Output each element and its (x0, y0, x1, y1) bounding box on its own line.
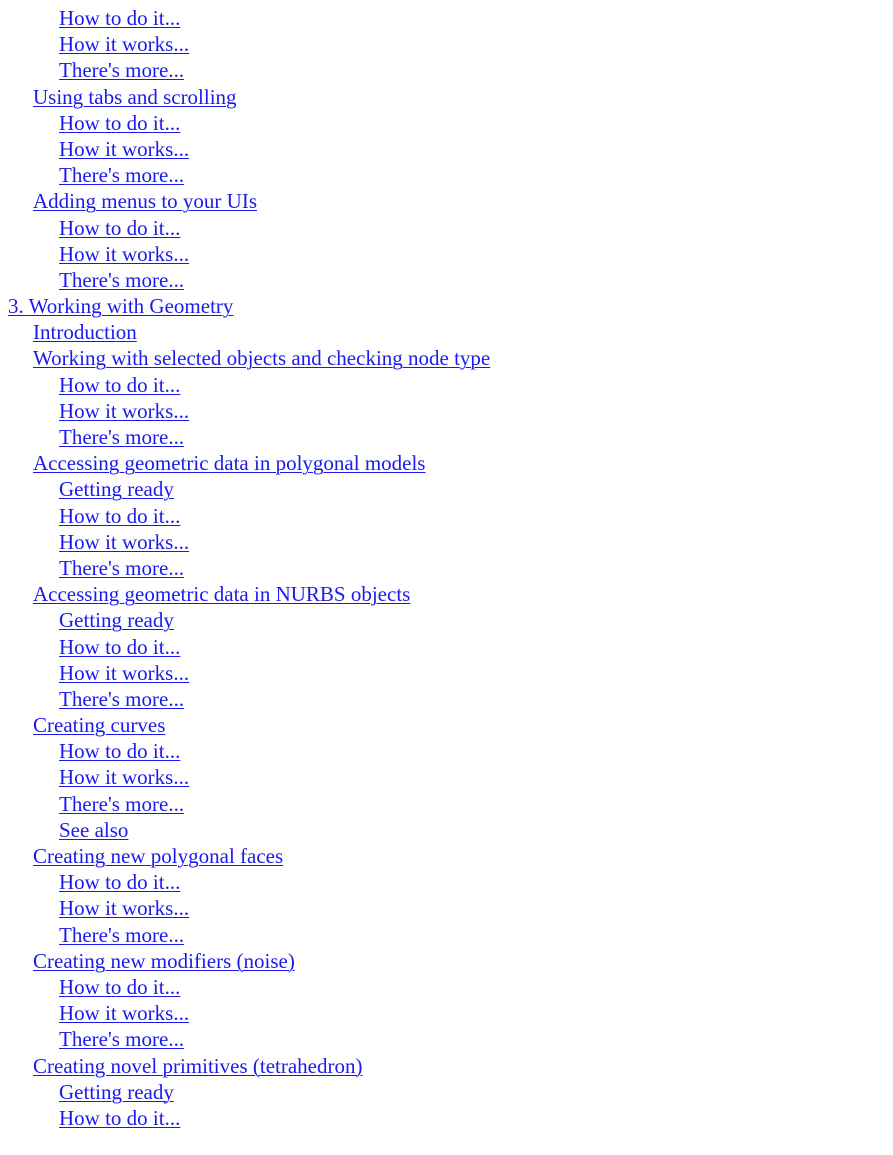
toc-subsection-entry (0, 57, 490, 83)
toc-subsection-entry (0, 922, 490, 948)
toc-section-entry (0, 1053, 490, 1079)
toc-link[interactable]: There's more... (59, 267, 185, 292)
toc-subsection-entry (0, 869, 490, 895)
toc-section-entry (0, 712, 490, 738)
toc-link[interactable]: How to do it... (59, 739, 181, 764)
toc-link[interactable]: How it works... (59, 398, 190, 423)
toc-link[interactable]: Accessing geometric data in polygonal models (33, 451, 426, 476)
toc-subsection-entry (0, 5, 490, 31)
toc-section-entry (0, 948, 490, 974)
toc-subsection-entry (0, 136, 490, 162)
toc-subsection-entry (0, 372, 490, 398)
toc-section-entry (0, 581, 490, 607)
toc-link[interactable]: There's more... (59, 425, 185, 449)
toc-link[interactable]: How to do it... (59, 1105, 181, 1130)
toc-link[interactable]: Getting ready (59, 477, 174, 502)
toc-section-entry (0, 84, 490, 110)
toc-link[interactable]: 3. Working with Geometry (8, 294, 234, 319)
toc-link[interactable]: Creating curves (33, 713, 166, 738)
toc-link[interactable]: Working with selected objects and checking node type (33, 346, 491, 371)
toc-link[interactable]: Getting ready (59, 608, 174, 633)
toc-link[interactable]: How to do it... (59, 870, 181, 895)
toc-subsection-entry (0, 529, 490, 555)
toc-link[interactable]: How it works... (59, 896, 190, 921)
toc-subsection-entry (0, 895, 490, 921)
toc-subsection-entry (0, 1079, 490, 1105)
toc-subsection-entry (0, 607, 490, 633)
toc-link[interactable]: How to do it... (59, 974, 181, 999)
toc-link[interactable]: Creating new modifiers (noise) (33, 948, 295, 973)
toc-subsection-entry (0, 738, 490, 764)
toc-subsection-entry (0, 110, 490, 136)
toc-subsection-entry (0, 686, 490, 712)
toc-subsection-entry (0, 1000, 490, 1026)
toc-link[interactable]: How to do it... (59, 503, 181, 528)
toc-link[interactable]: Getting ready (59, 1079, 174, 1104)
toc-link[interactable]: How to do it... (59, 215, 181, 240)
toc-link[interactable]: There's more... (59, 686, 185, 711)
toc-link[interactable]: How to do it... (59, 634, 181, 659)
toc-link[interactable]: How to do it... (59, 6, 181, 30)
toc-link[interactable]: Creating novel primitives (tetrahedron) (33, 1053, 363, 1078)
toc-subsection-entry (0, 764, 490, 790)
toc-section-entry (0, 188, 490, 214)
toc-link[interactable]: Creating new polygonal faces (33, 844, 284, 868)
toc-section-entry (0, 319, 490, 345)
toc-subsection-entry (0, 555, 490, 581)
toc-link[interactable]: How it works... (59, 765, 190, 790)
toc-subsection-entry (0, 267, 490, 293)
toc-link[interactable]: There's more... (59, 555, 185, 580)
toc-subsection-entry (0, 791, 490, 817)
toc-link[interactable]: There's more... (59, 1027, 185, 1052)
toc-subsection-entry (0, 817, 490, 843)
toc-link[interactable]: Using tabs and scrolling (33, 84, 237, 109)
toc-subsection-entry (0, 424, 490, 450)
toc-subsection-entry (0, 503, 490, 529)
toc-link[interactable]: There's more... (59, 791, 185, 816)
toc-subsection-entry (0, 1026, 490, 1052)
toc-section-entry (0, 450, 490, 476)
toc-subsection-entry (0, 974, 490, 1000)
toc-subsection-entry (0, 1105, 490, 1131)
toc-link[interactable]: Accessing geometric data in NURBS objects (33, 582, 411, 607)
toc-link[interactable]: How to do it... (59, 372, 181, 397)
toc-subsection-entry (0, 31, 490, 57)
toc-subsection-entry (0, 634, 490, 660)
toc-link[interactable]: Introduction (33, 320, 137, 345)
toc-subsection-entry (0, 660, 490, 686)
toc-link[interactable]: There's more... (59, 163, 185, 188)
toc-subsection-entry (0, 241, 490, 267)
toc-link[interactable]: There's more... (59, 922, 185, 947)
toc-link[interactable]: How it works... (59, 529, 190, 554)
toc-subsection-entry (0, 215, 490, 241)
table-of-contents (0, 5, 490, 1131)
toc-link[interactable]: How it works... (59, 660, 190, 685)
toc-link[interactable]: Adding menus to your UIs (33, 189, 257, 214)
toc-link[interactable]: There's more... (59, 58, 185, 83)
toc-section-entry (0, 345, 490, 371)
toc-link[interactable]: How it works... (59, 32, 190, 57)
toc-link[interactable]: How it works... (59, 1001, 190, 1026)
toc-link[interactable]: How to do it... (59, 110, 181, 135)
toc-link[interactable]: See also (59, 817, 129, 842)
toc-subsection-entry (0, 476, 490, 502)
toc-link[interactable]: How it works... (59, 136, 190, 161)
toc-subsection-entry (0, 162, 490, 188)
toc-chapter-entry (0, 293, 490, 319)
toc-subsection-entry (0, 398, 490, 424)
toc-section-entry (0, 843, 490, 869)
toc-link[interactable]: How it works... (59, 241, 190, 266)
